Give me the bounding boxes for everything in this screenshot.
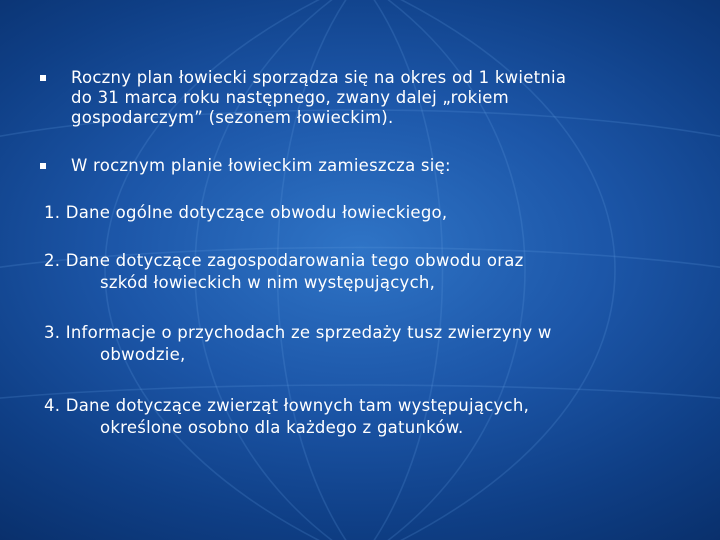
bullet-text: Roczny plan łowiecki sporządza się na okres od 1 kwietnia do 31 marca roku następnego, zwany dalej „rokiem gospodarczym” (sezonem łowieckim). bbox=[71, 68, 567, 127]
square-bullet-icon bbox=[40, 163, 46, 169]
bullet-item-plan-period bbox=[40, 68, 680, 132]
bullet-item-plan-contents bbox=[40, 156, 680, 180]
numbered-item-text: 4. Dane dotyczące zwierząt łownych tam występujących, bbox=[44, 396, 530, 415]
numbered-item-text: 2. Dane dotyczące zagospodarowania tego obwodu oraz bbox=[44, 251, 524, 270]
numbered-item-3 bbox=[44, 322, 680, 366]
numbered-item-continuation: określone osobno dla każdego z gatunków. bbox=[100, 418, 464, 437]
numbered-item-continuation: szkód łowieckich w nim występujących, bbox=[100, 273, 436, 292]
numbered-item-text: 3. Informacje o przychodach ze sprzedaży tusz zwierzyny w bbox=[44, 323, 552, 342]
numbered-item-1 bbox=[44, 202, 680, 224]
bullet-text: W rocznym planie łowieckim zamieszcza się: bbox=[71, 156, 451, 175]
numbered-item-2 bbox=[44, 250, 680, 294]
numbered-item-4 bbox=[44, 395, 680, 439]
numbered-item-text: 1. Dane ogólne dotyczące obwodu łowieckiego, bbox=[44, 203, 448, 222]
square-bullet-icon bbox=[40, 75, 46, 81]
numbered-item-continuation: obwodzie, bbox=[100, 345, 186, 364]
